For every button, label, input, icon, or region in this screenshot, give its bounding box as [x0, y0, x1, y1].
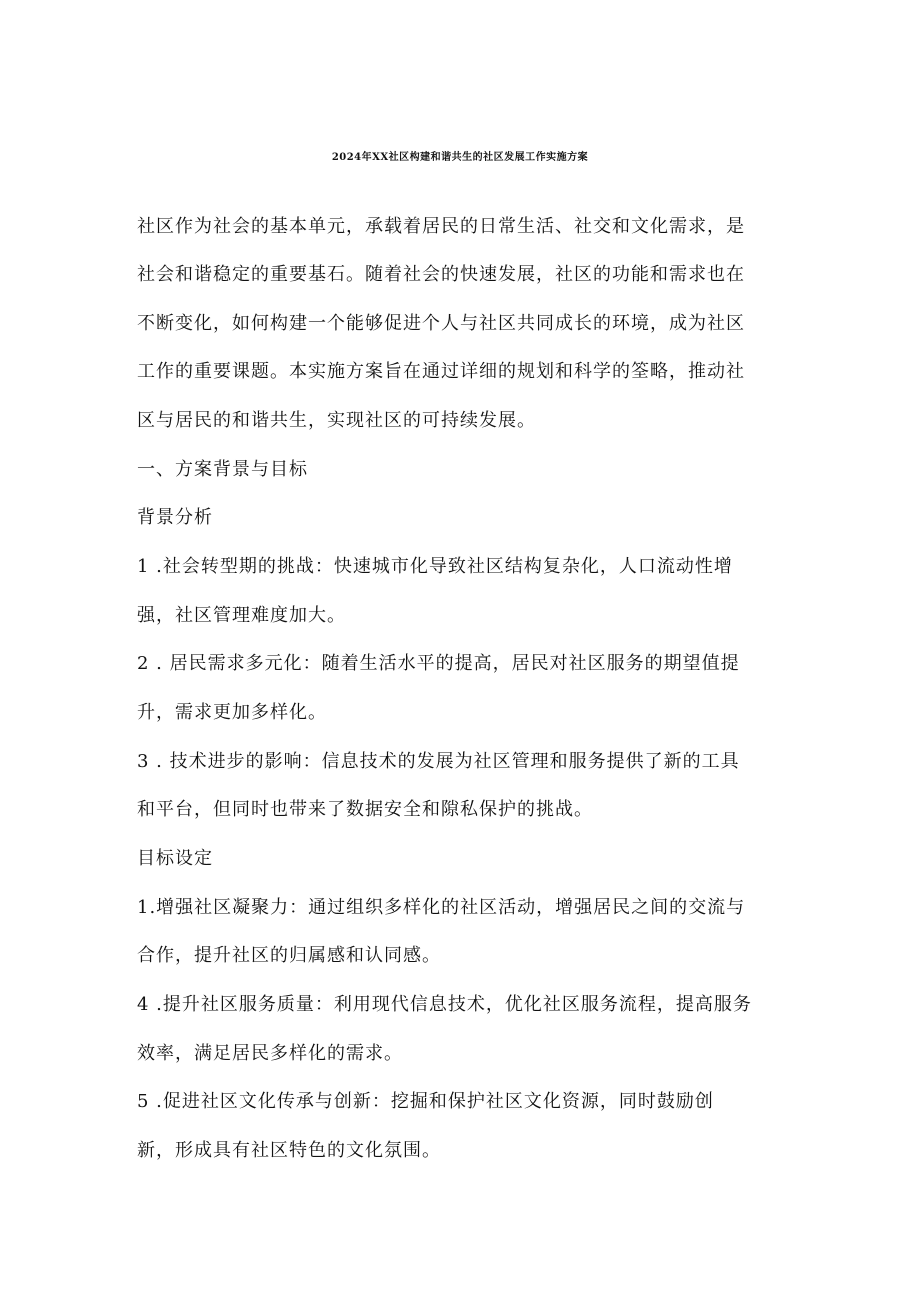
intro-line-4: 工作的重要课题。本实施方案旨在通过详细的规划和科学的筌略，推动社 — [137, 361, 745, 382]
intro-line-1: 社区作为社会的基本单元，承载着居民的日常生活、社交和文化需求，是 — [137, 216, 745, 237]
background-item-2-line-1: 2 . 居民需求多元化：随着生活水平的提高，居民对社区服务的期望值提 — [137, 653, 740, 674]
background-item-3-line-2: 和平台，但同时也带来了数据安全和隙私保护的挑战。 — [137, 799, 593, 820]
background-item-1-line-2: 强，社区管理难度加大。 — [137, 605, 346, 626]
background-item-2-line-2: 升，需求更加多样化。 — [137, 702, 327, 723]
goal-item-1-line-1: 1.增强社区凝聚力：通过组织多样化的社区活动，增强居民之间的交流与 — [137, 897, 746, 918]
intro-line-5: 区与居民的和谐共生，实现社区的可持续发展。 — [137, 410, 536, 431]
background-item-3-line-1: 3 . 技术进步的影响：信息技术的发展为社区管理和服务提供了新的工具 — [137, 751, 740, 772]
intro-line-2: 社会和谐稳定的重要基石。随着社会的快速发展，社区的功能和需求也在 — [137, 264, 745, 285]
section-heading: 一、方案背景与目标 — [137, 459, 308, 480]
subheading-background: 背景分析 — [137, 507, 213, 528]
intro-line-3: 不断变化，如何构建一个能够促进个人与社区共同成长的环境，成为社区 — [137, 313, 745, 334]
subheading-goals: 目标设定 — [137, 848, 213, 869]
document-title: 2024年XX社区构建和谐共生的社区发展工作实施方案 — [331, 152, 589, 163]
goal-item-2-line-2: 效率，满足居民多样化的需求。 — [137, 1043, 403, 1064]
goal-item-3-line-2: 新，形成具有社区特色的文化氛围。 — [137, 1140, 441, 1161]
goal-item-2-line-1: 4 .提升社区服务质量：利用现代信息技术，优化社区服务流程，提高服务 — [137, 994, 752, 1015]
goal-item-1-line-2: 合作，提升社区的归属感和认同感。 — [137, 945, 441, 966]
goal-item-3-line-1: 5 .促进社区文化传承与创新：挖掘和保护社区文化资源，同时鼓励创 — [137, 1091, 714, 1112]
background-item-1-line-1: 1 .社会转型期的挑战：快速城市化导致社区结构复杂化，人口流动性增 — [137, 556, 733, 577]
